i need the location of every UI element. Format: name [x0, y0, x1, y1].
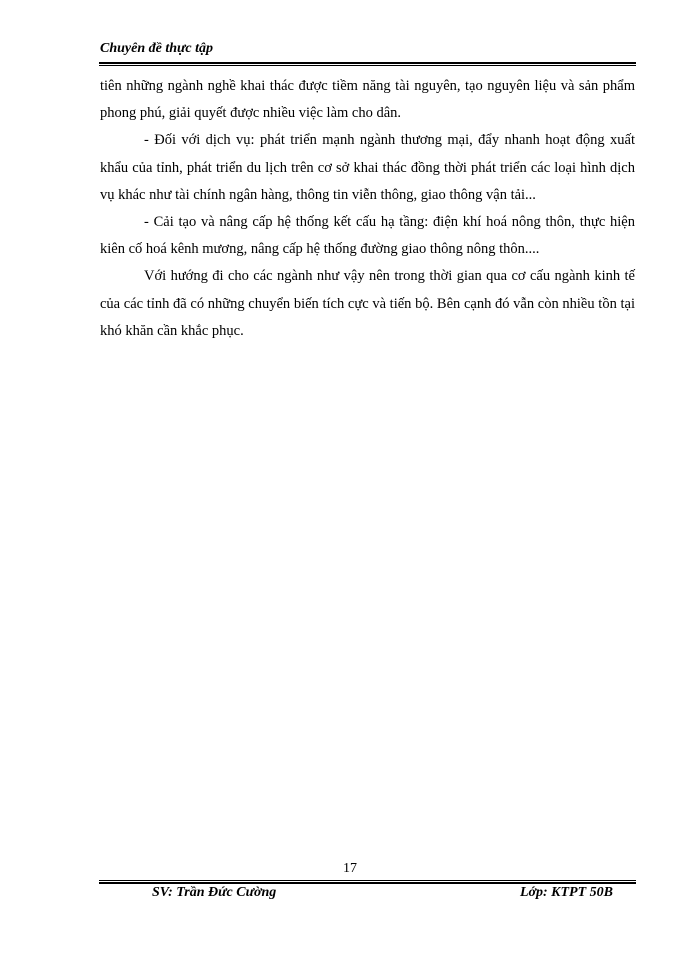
document-header-title: Chuyên đề thực tập: [100, 41, 214, 56]
document-body: [100, 73, 635, 345]
footer-class-label: Lớp: KTPT 50B: [519, 885, 613, 900]
footer-divider: [99, 882, 636, 884]
paragraph: tiên những ngành nghề khai thác được tiềm năng tài nguyên, tạo nguyên liệu và sản phẩm phong phú, giải quyết được nhiều việc làm cho dân.: [100, 78, 635, 122]
page-number: 17: [343, 861, 357, 876]
header-divider-thin: [99, 65, 636, 66]
footer-student-name: SV: Trần Đức Cường: [152, 885, 277, 900]
header-divider: [99, 62, 636, 64]
paragraph: - Cải tạo và nâng cấp hệ thống kết cấu hạ tầng: điện khí hoá nông thôn, thực hiện kiên cố hoá kênh mương, nâng cấp hệ thống đường giao thông nông thôn....: [100, 214, 635, 258]
paragraph: - Đối với dịch vụ: phát triển mạnh ngành thương mại, đẩy nhanh hoạt động xuất khẩu của tỉnh, phát triển du lịch trên cơ sở khai thác đồng thời phát triển các loại hình dịch vụ khác như tài chính ngân hàng, thông tin viễn thông, giao thông vận tải...: [100, 132, 635, 203]
footer-divider-thin: [99, 880, 636, 881]
paragraph: Với hướng đi cho các ngành như vậy nên trong thời gian qua cơ cấu ngành kinh tế của các tỉnh đã có những chuyển biến tích cực và tiến bộ. Bên cạnh đó vẫn còn nhiều tồn tại khó khăn cần khắc phục.: [100, 268, 635, 339]
